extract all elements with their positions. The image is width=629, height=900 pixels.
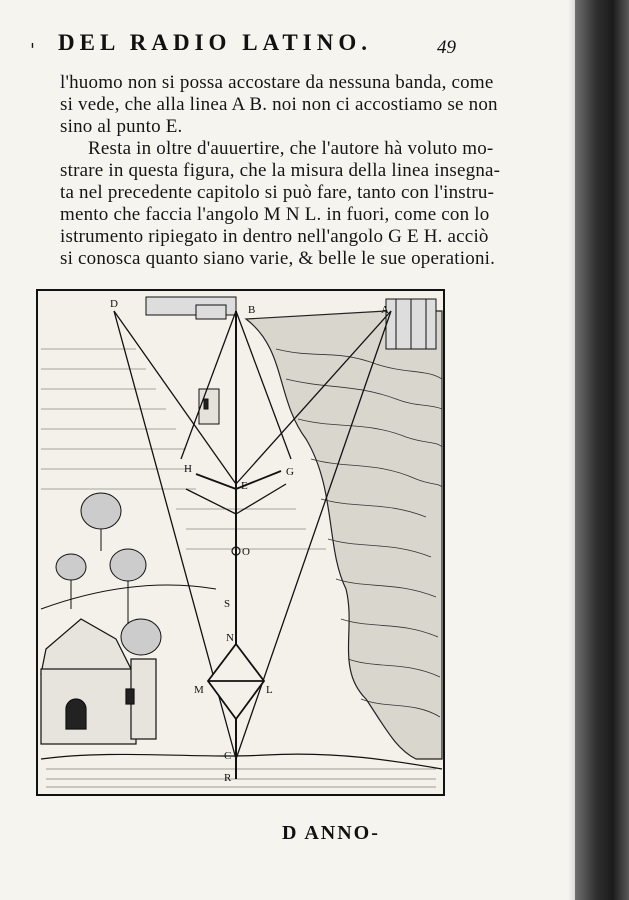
label-n: N	[226, 632, 234, 644]
label-l: L	[266, 684, 273, 696]
text-line: l'huomo non si possa accostare da nessuna banda, come	[60, 72, 494, 93]
margin-mark: '	[30, 40, 35, 61]
book-binding-edge	[575, 0, 629, 900]
label-s: S	[224, 598, 231, 610]
text-line: si vede, che alla linea A B. noi non ci accostiamo se non	[60, 94, 498, 115]
label-d: D	[110, 298, 118, 310]
label-r: R	[224, 772, 232, 784]
label-c: C	[224, 750, 232, 762]
text-line: mento che faccia l'angolo M N L. in fuori, come con lo	[60, 204, 490, 225]
running-title: DEL RADIO LATINO.	[58, 30, 372, 55]
text-line: si conosca quanto siano varie, & belle le sue operationi.	[60, 248, 496, 269]
text-line: sino al punto E.	[60, 116, 183, 137]
label-o: O	[242, 546, 250, 558]
label-m: M	[194, 684, 204, 696]
text-line: ta nel precedente capitolo si può fare, tanto con l'instru-	[60, 182, 495, 203]
label-e: E	[241, 480, 248, 492]
woodcut-figure	[36, 289, 445, 796]
tower	[199, 389, 219, 424]
page-number: 49	[437, 37, 456, 58]
catchword: D ANNO-	[282, 822, 380, 844]
text-line: istrumento ripiegato in dentro nell'angolo G E H. acciò	[60, 226, 489, 247]
label-a: A	[381, 304, 389, 316]
label-h: H	[184, 463, 192, 475]
label-b: B	[248, 304, 256, 316]
text-line: strare in questa figura, che la misura della linea insegna-	[60, 160, 501, 181]
text-line: Resta in oltre d'auuertire, che l'autore hà voluto mo-	[88, 138, 494, 159]
label-g: G	[286, 466, 294, 478]
